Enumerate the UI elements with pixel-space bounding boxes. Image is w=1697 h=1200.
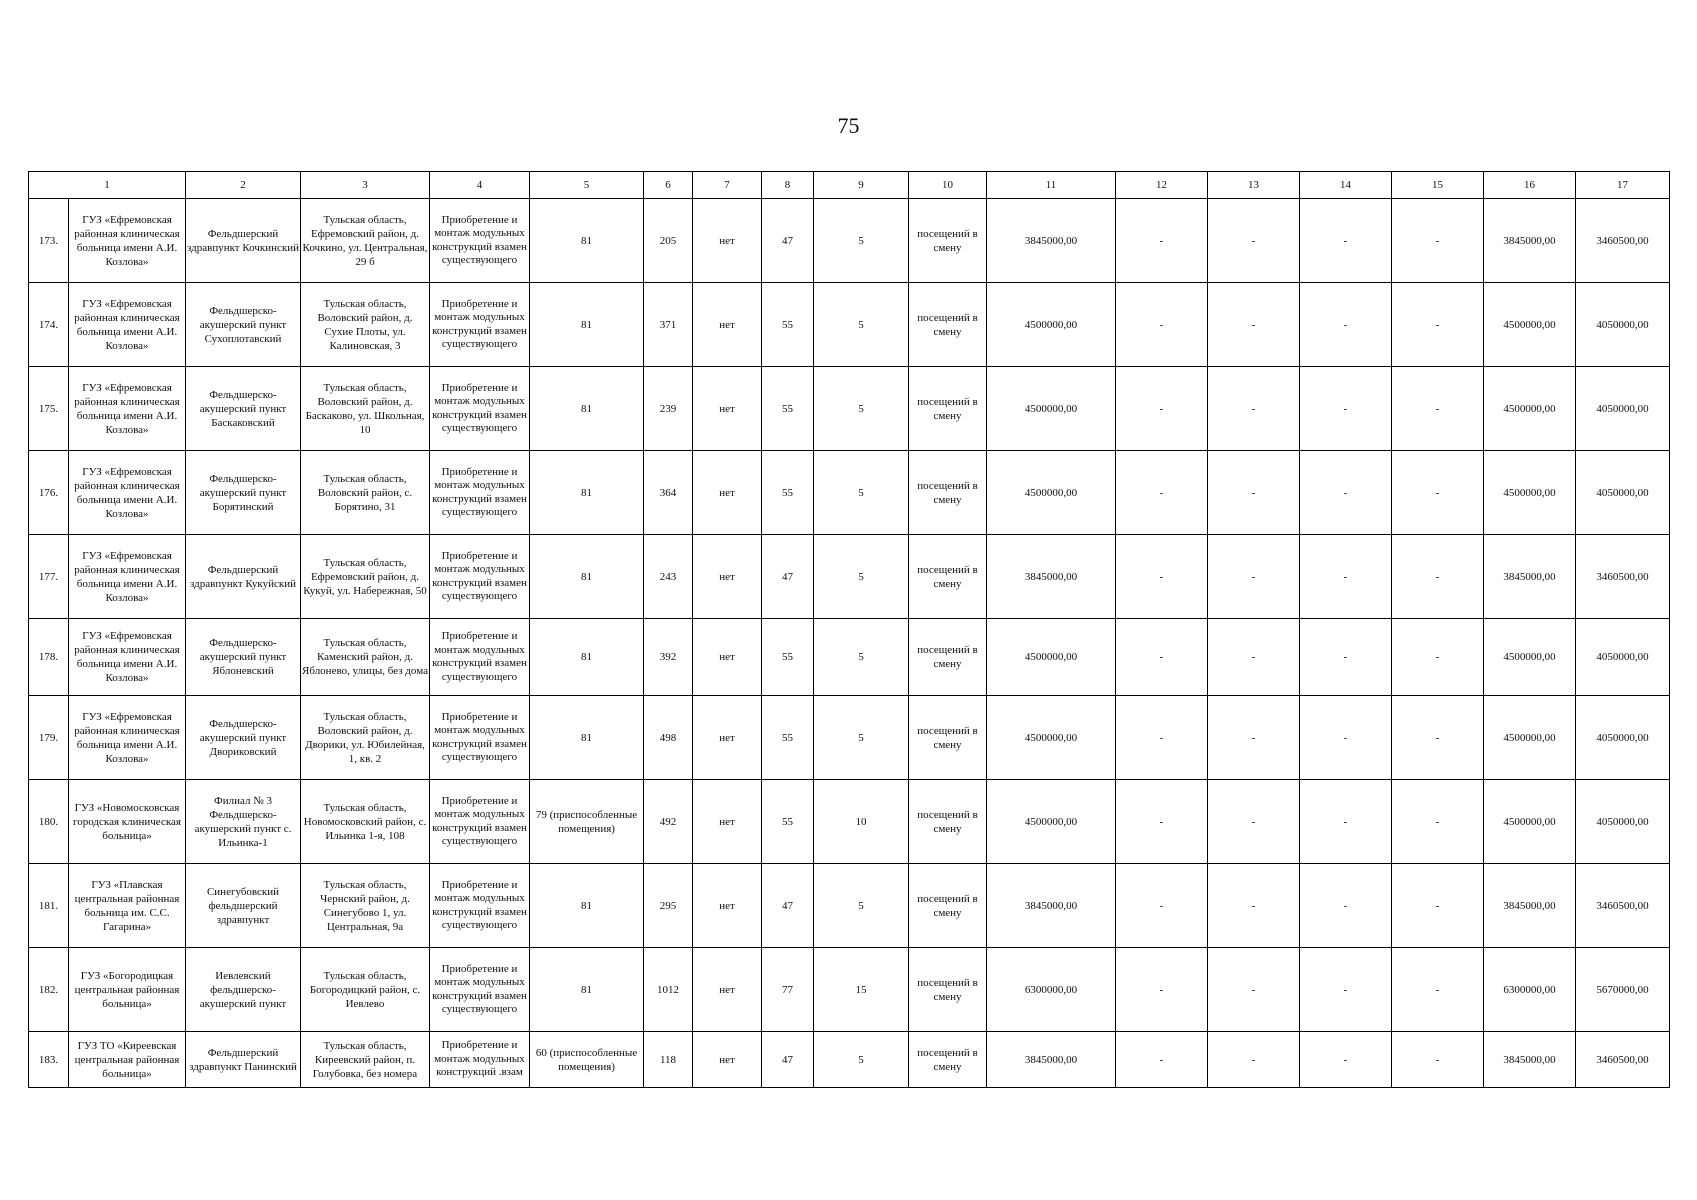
col-7-cell: нет — [693, 619, 762, 696]
col-6-cell: 1012 — [644, 948, 693, 1032]
row-number: 174. — [29, 283, 69, 367]
col-10-cell: посещений в смену — [909, 535, 987, 619]
address-cell: Тульская область, Богородицкий район, с. Иевлево — [301, 948, 430, 1032]
col-15-cell: - — [1392, 199, 1484, 283]
col-14-cell: - — [1300, 283, 1392, 367]
row-number: 180. — [29, 780, 69, 864]
col-7-cell: нет — [693, 535, 762, 619]
col-14-cell: - — [1300, 619, 1392, 696]
facility-cell: Филиал № 3 Фельдшерско-акушерский пункт с. Ильинка-1 — [186, 780, 301, 864]
work-type-cell: Приобретение и монтаж модульных конструкций взамен существующего — [430, 535, 530, 619]
col-11-cell: 3845000,00 — [987, 199, 1116, 283]
col-11-cell: 4500000,00 — [987, 451, 1116, 535]
col-5-cell: 81 — [530, 619, 644, 696]
organization-cell: ГУЗ «Ефремовская районная клиническая больница имени А.И. Козлова» — [69, 619, 186, 696]
col-7-cell: нет — [693, 696, 762, 780]
col-11-cell: 4500000,00 — [987, 619, 1116, 696]
col-10-cell: посещений в смену — [909, 696, 987, 780]
work-type-cell: Приобретение и монтаж модульных конструкций взамен существующего — [430, 780, 530, 864]
col-14-cell: - — [1300, 367, 1392, 451]
col-6-cell: 118 — [644, 1032, 693, 1088]
organization-cell: ГУЗ «Новомосковская городская клиническая больница» — [69, 780, 186, 864]
col-13-cell: - — [1208, 367, 1300, 451]
col-13-cell: - — [1208, 619, 1300, 696]
col-11-cell: 4500000,00 — [987, 780, 1116, 864]
header-col-17: 17 — [1576, 172, 1670, 199]
col-16-cell: 4500000,00 — [1484, 696, 1576, 780]
col-7-cell: нет — [693, 451, 762, 535]
table-row — [29, 1032, 1670, 1088]
col-17-cell: 3460500,00 — [1576, 1032, 1670, 1088]
col-16-cell: 3845000,00 — [1484, 199, 1576, 283]
col-16-cell: 4500000,00 — [1484, 367, 1576, 451]
col-16-cell: 4500000,00 — [1484, 780, 1576, 864]
col-11-cell: 6300000,00 — [987, 948, 1116, 1032]
table-row — [29, 283, 1670, 367]
col-10-cell: посещений в смену — [909, 451, 987, 535]
facility-cell: Синегубовский фельдшерский здравпункт — [186, 864, 301, 948]
work-type-cell: Приобретение и монтаж модульных конструкций взамен существующего — [430, 619, 530, 696]
col-17-cell: 3460500,00 — [1576, 199, 1670, 283]
table-row — [29, 780, 1670, 864]
col-9-cell: 5 — [814, 696, 909, 780]
col-13-cell: - — [1208, 283, 1300, 367]
col-15-cell: - — [1392, 864, 1484, 948]
col-11-cell: 3845000,00 — [987, 1032, 1116, 1088]
organization-cell: ГУЗ «Ефремовская районная клиническая больница имени А.И. Козлова» — [69, 535, 186, 619]
col-11-cell: 3845000,00 — [987, 864, 1116, 948]
col-14-cell: - — [1300, 948, 1392, 1032]
header-col-16: 16 — [1484, 172, 1576, 199]
col-12-cell: - — [1116, 864, 1208, 948]
col-7-cell: нет — [693, 199, 762, 283]
col-5-cell: 81 — [530, 367, 644, 451]
header-col-9: 9 — [814, 172, 909, 199]
col-9-cell: 5 — [814, 451, 909, 535]
col-6-cell: 295 — [644, 864, 693, 948]
col-6-cell: 492 — [644, 780, 693, 864]
col-5-cell: 79 (приспособленные помещения) — [530, 780, 644, 864]
row-number: 181. — [29, 864, 69, 948]
facilities-table — [28, 171, 1670, 1088]
col-9-cell: 5 — [814, 619, 909, 696]
col-16-cell: 3845000,00 — [1484, 535, 1576, 619]
col-15-cell: - — [1392, 948, 1484, 1032]
col-14-cell: - — [1300, 199, 1392, 283]
col-8-cell: 55 — [762, 780, 814, 864]
col-8-cell: 47 — [762, 199, 814, 283]
col-11-cell: 3845000,00 — [987, 535, 1116, 619]
col-5-cell: 81 — [530, 864, 644, 948]
col-15-cell: - — [1392, 696, 1484, 780]
header-col-12: 12 — [1116, 172, 1208, 199]
work-type-cell: Приобретение и монтаж модульных конструкций взамен существующего — [430, 696, 530, 780]
address-cell: Тульская область, Ефремовский район, д. Кукуй, ул. Набережная, 50 — [301, 535, 430, 619]
col-15-cell: - — [1392, 451, 1484, 535]
facility-cell: Фельдшерский здравпункт Кукуйский — [186, 535, 301, 619]
table-row — [29, 367, 1670, 451]
row-number: 178. — [29, 619, 69, 696]
address-cell: Тульская область, Воловский район, д. Баскаково, ул. Школьная, 10 — [301, 367, 430, 451]
col-16-cell: 3845000,00 — [1484, 864, 1576, 948]
organization-cell: ГУЗ «Ефремовская районная клиническая больница имени А.И. Козлова» — [69, 451, 186, 535]
address-cell: Тульская область, Чернский район, д. Синегубово 1, ул. Центральная, 9а — [301, 864, 430, 948]
row-number: 177. — [29, 535, 69, 619]
col-16-cell: 4500000,00 — [1484, 451, 1576, 535]
work-type-cell: Приобретение и монтаж модульных конструкций взамен существующего — [430, 451, 530, 535]
col-14-cell: - — [1300, 1032, 1392, 1088]
table-row — [29, 619, 1670, 696]
col-8-cell: 55 — [762, 696, 814, 780]
header-col-7: 7 — [693, 172, 762, 199]
address-cell: Тульская область, Новомосковский район, с. Ильинка 1-я, 108 — [301, 780, 430, 864]
col-7-cell: нет — [693, 283, 762, 367]
col-13-cell: - — [1208, 696, 1300, 780]
col-10-cell: посещений в смену — [909, 367, 987, 451]
col-6-cell: 205 — [644, 199, 693, 283]
organization-cell: ГУЗ ТО «Киреевская центральная районная больница» — [69, 1032, 186, 1088]
col-8-cell: 47 — [762, 1032, 814, 1088]
col-10-cell: посещений в смену — [909, 199, 987, 283]
col-15-cell: - — [1392, 1032, 1484, 1088]
row-number: 183. — [29, 1032, 69, 1088]
col-6-cell: 239 — [644, 367, 693, 451]
col-6-cell: 364 — [644, 451, 693, 535]
col-13-cell: - — [1208, 1032, 1300, 1088]
col-7-cell: нет — [693, 864, 762, 948]
table-row — [29, 948, 1670, 1032]
col-11-cell: 4500000,00 — [987, 283, 1116, 367]
col-5-cell: 81 — [530, 696, 644, 780]
col-6-cell: 392 — [644, 619, 693, 696]
col-17-cell: 3460500,00 — [1576, 535, 1670, 619]
col-9-cell: 5 — [814, 1032, 909, 1088]
address-cell: Тульская область, Ефремовский район, д. Кочкино, ул. Центральная, 29 б — [301, 199, 430, 283]
col-8-cell: 55 — [762, 619, 814, 696]
col-5-cell: 81 — [530, 535, 644, 619]
col-13-cell: - — [1208, 948, 1300, 1032]
col-9-cell: 5 — [814, 367, 909, 451]
col-12-cell: - — [1116, 367, 1208, 451]
col-14-cell: - — [1300, 864, 1392, 948]
col-5-cell: 81 — [530, 948, 644, 1032]
col-12-cell: - — [1116, 619, 1208, 696]
col-16-cell: 6300000,00 — [1484, 948, 1576, 1032]
address-cell: Тульская область, Каменский район, д. Яблонево, улицы, без дома — [301, 619, 430, 696]
col-8-cell: 47 — [762, 864, 814, 948]
col-8-cell: 55 — [762, 283, 814, 367]
col-6-cell: 498 — [644, 696, 693, 780]
col-12-cell: - — [1116, 948, 1208, 1032]
col-11-cell: 4500000,00 — [987, 696, 1116, 780]
header-col-1: 1 — [29, 172, 186, 199]
col-10-cell: посещений в смену — [909, 619, 987, 696]
col-13-cell: - — [1208, 199, 1300, 283]
facility-cell: Фельдшерский здравпункт Панинский — [186, 1032, 301, 1088]
col-14-cell: - — [1300, 535, 1392, 619]
col-8-cell: 47 — [762, 535, 814, 619]
facility-cell: Фельдшерско-акушерский пункт Яблоневский — [186, 619, 301, 696]
col-5-cell: 81 — [530, 283, 644, 367]
col-7-cell: нет — [693, 948, 762, 1032]
col-12-cell: - — [1116, 451, 1208, 535]
address-cell: Тульская область, Киреевский район, п. Голубовка, без номера — [301, 1032, 430, 1088]
organization-cell: ГУЗ «Ефремовская районная клиническая больница имени А.И. Козлова» — [69, 696, 186, 780]
col-14-cell: - — [1300, 696, 1392, 780]
header-col-5: 5 — [530, 172, 644, 199]
header-col-10: 10 — [909, 172, 987, 199]
col-12-cell: - — [1116, 535, 1208, 619]
address-cell: Тульская область, Воловский район, д. Сухие Плоты, ул. Калиновская, 3 — [301, 283, 430, 367]
col-9-cell: 5 — [814, 864, 909, 948]
header-col-13: 13 — [1208, 172, 1300, 199]
facility-cell: Иевлевский фельдшерско-акушерский пункт — [186, 948, 301, 1032]
col-16-cell: 4500000,00 — [1484, 283, 1576, 367]
col-13-cell: - — [1208, 535, 1300, 619]
col-13-cell: - — [1208, 864, 1300, 948]
col-10-cell: посещений в смену — [909, 1032, 987, 1088]
col-15-cell: - — [1392, 367, 1484, 451]
header-col-11: 11 — [987, 172, 1116, 199]
table-row — [29, 451, 1670, 535]
header-col-4: 4 — [430, 172, 530, 199]
facility-cell: Фельдшерский здравпункт Кочкинский — [186, 199, 301, 283]
row-number: 175. — [29, 367, 69, 451]
table-row — [29, 696, 1670, 780]
row-number: 173. — [29, 199, 69, 283]
page-number: 75 — [837, 113, 860, 138]
col-10-cell: посещений в смену — [909, 780, 987, 864]
col-11-cell: 4500000,00 — [987, 367, 1116, 451]
header-col-2: 2 — [186, 172, 301, 199]
address-cell: Тульская область, Воловский район, д. Дворики, ул. Юбилейная, 1, кв. 2 — [301, 696, 430, 780]
col-17-cell: 4050000,00 — [1576, 283, 1670, 367]
col-17-cell: 4050000,00 — [1576, 619, 1670, 696]
col-7-cell: нет — [693, 367, 762, 451]
work-type-cell: Приобретение и монтаж модульных конструкций взамен существующего — [430, 283, 530, 367]
col-10-cell: посещений в смену — [909, 948, 987, 1032]
col-7-cell: нет — [693, 780, 762, 864]
col-12-cell: - — [1116, 780, 1208, 864]
organization-cell: ГУЗ «Плавская центральная районная больница им. С.С. Гагарина» — [69, 864, 186, 948]
work-type-cell: Приобретение и монтаж модульных конструкций .взам — [430, 1032, 530, 1088]
table-body — [29, 199, 1670, 1088]
address-cell: Тульская область, Воловский район, с. Борятино, 31 — [301, 451, 430, 535]
col-5-cell: 60 (приспособленные помещения) — [530, 1032, 644, 1088]
col-8-cell: 55 — [762, 451, 814, 535]
work-type-cell: Приобретение и монтаж модульных конструкций взамен существующего — [430, 948, 530, 1032]
col-7-cell: нет — [693, 1032, 762, 1088]
work-type-cell: Приобретение и монтаж модульных конструкций взамен существующего — [430, 367, 530, 451]
header-col-3: 3 — [301, 172, 430, 199]
table-row — [29, 535, 1670, 619]
organization-cell: ГУЗ «Ефремовская районная клиническая больница имени А.И. Козлова» — [69, 367, 186, 451]
col-9-cell: 15 — [814, 948, 909, 1032]
col-17-cell: 4050000,00 — [1576, 780, 1670, 864]
col-10-cell: посещений в смену — [909, 283, 987, 367]
col-5-cell: 81 — [530, 199, 644, 283]
col-17-cell: 3460500,00 — [1576, 864, 1670, 948]
col-12-cell: - — [1116, 283, 1208, 367]
col-8-cell: 55 — [762, 367, 814, 451]
header-col-6: 6 — [644, 172, 693, 199]
facility-cell: Фельдшерско-акушерский пункт Двориковский — [186, 696, 301, 780]
col-16-cell: 3845000,00 — [1484, 1032, 1576, 1088]
col-9-cell: 10 — [814, 780, 909, 864]
work-type-cell: Приобретение и монтаж модульных конструкций взамен существующего — [430, 864, 530, 948]
col-13-cell: - — [1208, 780, 1300, 864]
col-5-cell: 81 — [530, 451, 644, 535]
col-6-cell: 371 — [644, 283, 693, 367]
organization-cell: ГУЗ «Богородицкая центральная районная больница» — [69, 948, 186, 1032]
organization-cell: ГУЗ «Ефремовская районная клиническая больница имени А.И. Козлова» — [69, 199, 186, 283]
col-10-cell: посещений в смену — [909, 864, 987, 948]
col-9-cell: 5 — [814, 283, 909, 367]
col-14-cell: - — [1300, 780, 1392, 864]
col-17-cell: 4050000,00 — [1576, 367, 1670, 451]
col-12-cell: - — [1116, 696, 1208, 780]
facility-cell: Фельдшерско-акушерский пункт Баскаковский — [186, 367, 301, 451]
col-13-cell: - — [1208, 451, 1300, 535]
col-9-cell: 5 — [814, 199, 909, 283]
row-number: 179. — [29, 696, 69, 780]
col-15-cell: - — [1392, 283, 1484, 367]
facility-cell: Фельдшерско-акушерский пункт Борятинский — [186, 451, 301, 535]
col-17-cell: 4050000,00 — [1576, 696, 1670, 780]
row-number: 176. — [29, 451, 69, 535]
header-col-14: 14 — [1300, 172, 1392, 199]
col-9-cell: 5 — [814, 535, 909, 619]
col-16-cell: 4500000,00 — [1484, 619, 1576, 696]
col-6-cell: 243 — [644, 535, 693, 619]
col-17-cell: 5670000,00 — [1576, 948, 1670, 1032]
col-12-cell: - — [1116, 1032, 1208, 1088]
header-col-8: 8 — [762, 172, 814, 199]
row-number: 182. — [29, 948, 69, 1032]
facility-cell: Фельдшерско-акушерский пункт Сухоплотавский — [186, 283, 301, 367]
col-14-cell: - — [1300, 451, 1392, 535]
work-type-cell: Приобретение и монтаж модульных конструкций взамен существующего — [430, 199, 530, 283]
col-15-cell: - — [1392, 780, 1484, 864]
col-15-cell: - — [1392, 619, 1484, 696]
col-12-cell: - — [1116, 199, 1208, 283]
col-17-cell: 4050000,00 — [1576, 451, 1670, 535]
table-row — [29, 199, 1670, 283]
organization-cell: ГУЗ «Ефремовская районная клиническая больница имени А.И. Козлова» — [69, 283, 186, 367]
table-header — [29, 172, 1670, 199]
table-row — [29, 864, 1670, 948]
col-8-cell: 77 — [762, 948, 814, 1032]
col-15-cell: - — [1392, 535, 1484, 619]
header-col-15: 15 — [1392, 172, 1484, 199]
